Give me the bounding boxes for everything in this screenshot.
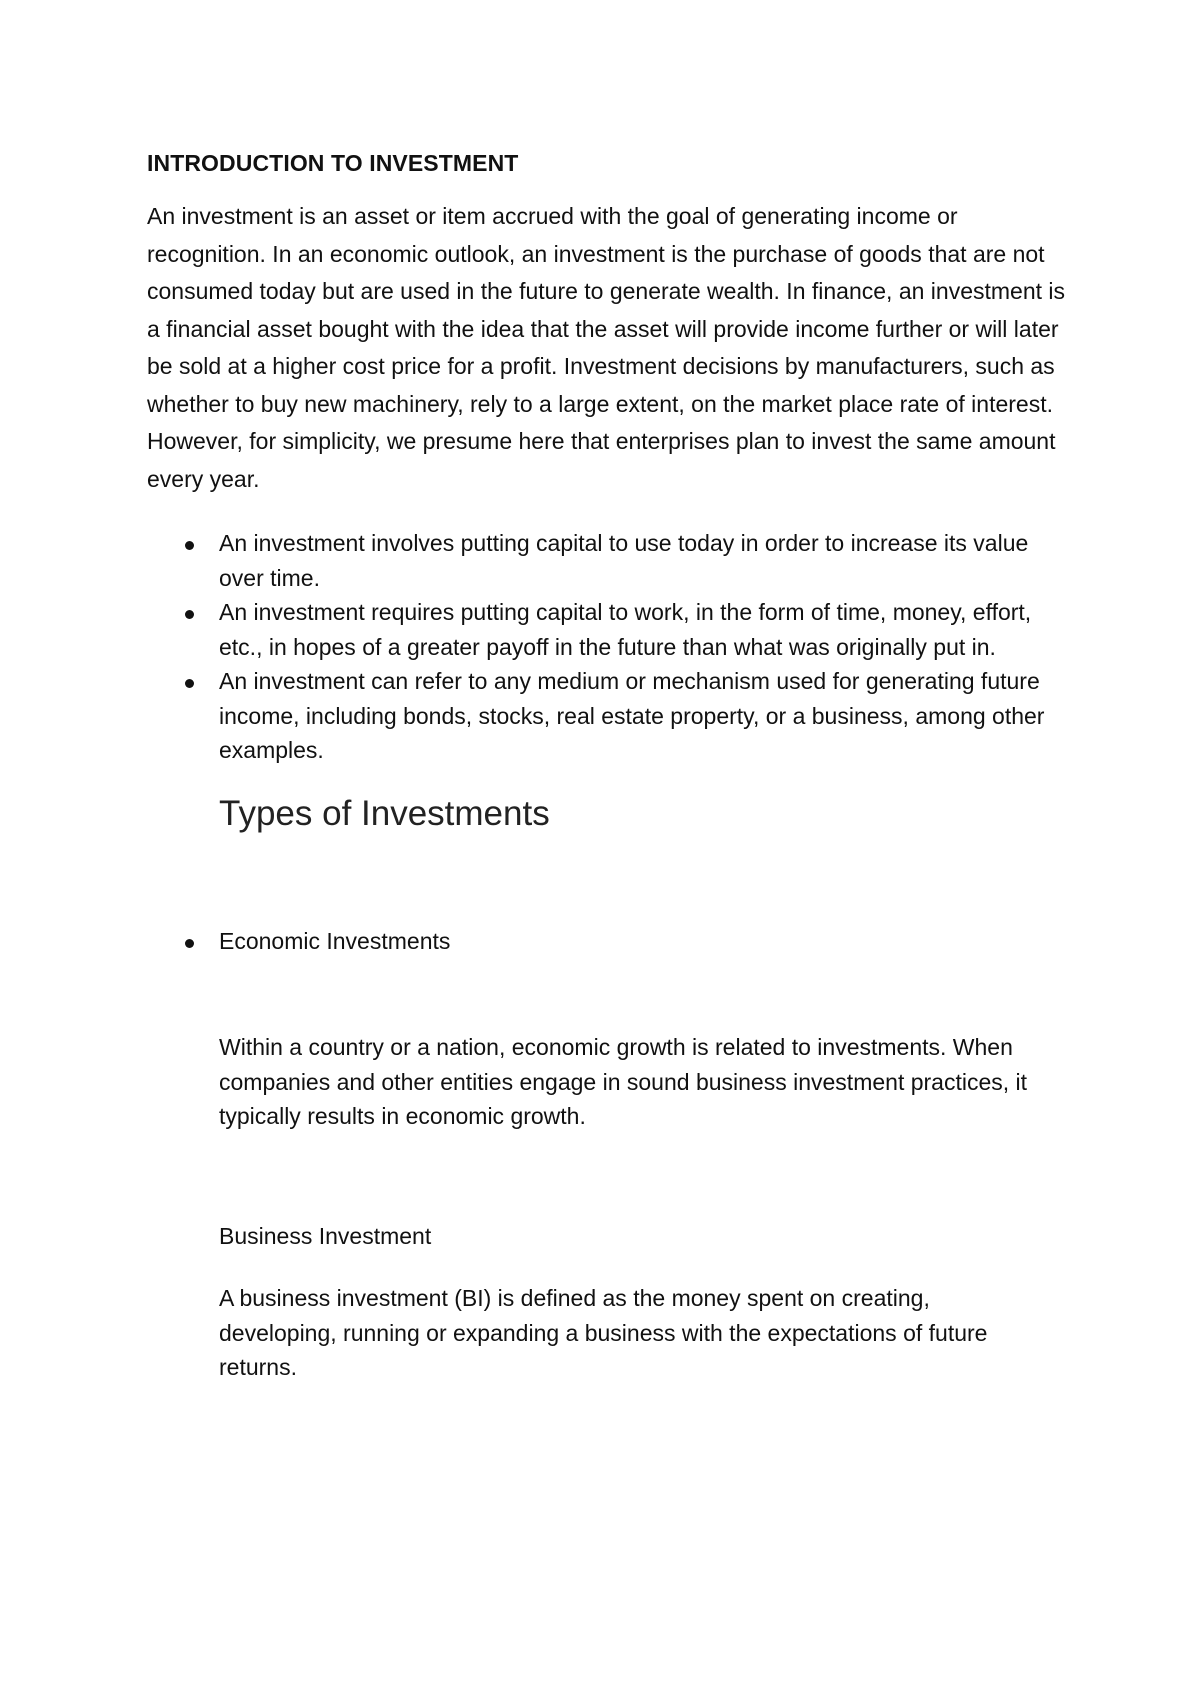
bullet-icon [185, 939, 194, 948]
economic-investments-label: Economic Investments [219, 927, 451, 954]
investment-types-list [147, 924, 1067, 959]
key-point-item [147, 526, 1067, 595]
key-point-item [147, 664, 1067, 768]
key-point-item [147, 595, 1067, 664]
intro-paragraph: An investment is an asset or item accrued with the goal of generating income or recognition. In an economic outlook, an investment is the purchase of goods that are not consumed today but are used in the future to generate wealth. In finance, an investment is a financial asset bought with the idea that the asset will provide income further or will later be sold at a higher cost price for a profit. Investment decisions by manufacturers, such as whether to buy new machinery, rely to a large extent, on the market place rate of interest. However, for simplicity, we presume here that enterprises plan to invest the same amount every year. [147, 203, 1066, 492]
key-point-text: An investment involves putting capital to use today in order to increase its value over time. [219, 530, 1029, 591]
document-body [147, 146, 1067, 1385]
economic-investments-paragraph: Within a country or a nation, economic growth is related to investments. When companies and other entities engage in sound business investment practices, it typically results in economic growth. [219, 1034, 1028, 1129]
investment-type-item [147, 924, 1067, 959]
bullet-icon [185, 610, 194, 619]
types-of-investments-heading: Types of Investments [219, 793, 550, 833]
business-investment-paragraph: A business investment (BI) is defined as the money spent on creating, developing, running or expanding a business with the expectations of future returns. [219, 1285, 988, 1380]
business-investment-heading: Business Investment [219, 1222, 432, 1249]
key-point-text: An investment can refer to any medium or mechanism used for generating future income, including bonds, stocks, real estate property, or a business, among other examples. [219, 668, 1045, 763]
bullet-icon [185, 541, 194, 550]
document-title: INTRODUCTION TO INVESTMENT [147, 150, 519, 176]
bullet-icon [185, 679, 194, 688]
key-points-list [147, 526, 1067, 768]
key-point-text: An investment requires putting capital to work, in the form of time, money, effort, etc., in hopes of a greater payoff in the future than what was originally put in. [219, 599, 1032, 660]
